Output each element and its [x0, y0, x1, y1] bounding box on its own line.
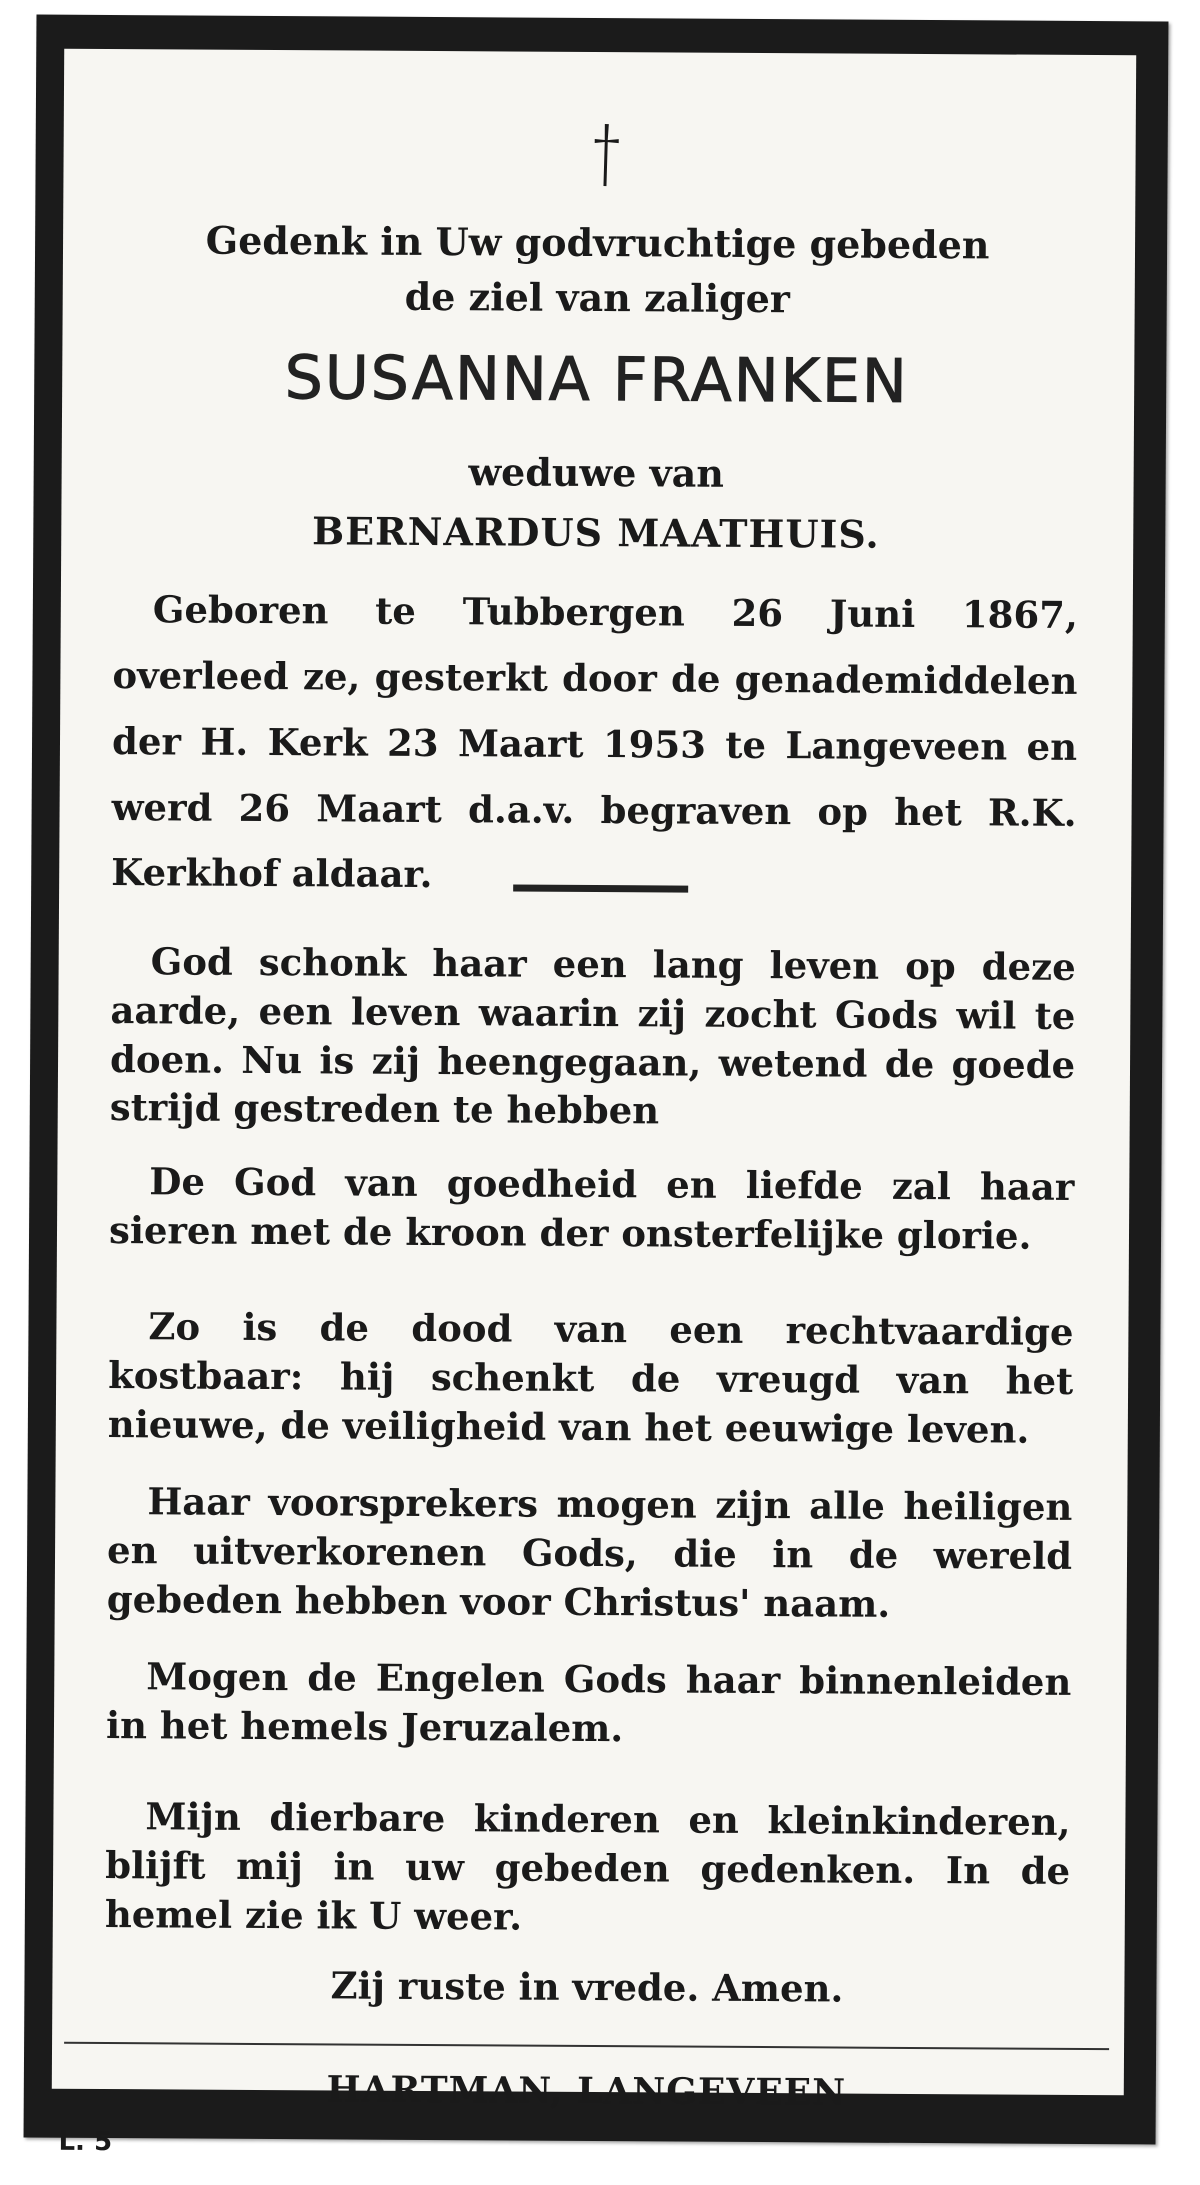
cross-icon — [591, 120, 621, 190]
deceased-name: SUSANNA FRANKEN — [284, 343, 909, 417]
widow-of-label: weduwe van — [468, 449, 725, 496]
prayer-paragraph-3: Zo is de dood van een rechtvaardige kostbaar: hij schenkt de vreugd van het nieuwe, de veiligheid van het eeuwige leven. — [107, 1304, 1074, 1452]
prayer-paragraph-5: Mogen de Engelen Gods haar binnenleiden in het hemels Jeruzalem. — [105, 1654, 1072, 1751]
printer-name: HARTMAN, LANGEVEEN — [326, 2068, 847, 2114]
closing-line: Zij ruste in vrede. Amen. — [330, 1963, 844, 2011]
footer-rule — [64, 2042, 1109, 2050]
card-content — [58, 57, 1091, 2158]
intro-line-2: de ziel van zaliger — [404, 273, 791, 322]
prayer-paragraph-4: Haar voorsprekers mogen zijn alle heiligen en uitverkorenen Gods, die in de wereld gebeden hebben voor Christus' naam. — [106, 1479, 1073, 1626]
intro-line-1: Gedenk in Uw godvruchtige gebeden — [205, 217, 990, 268]
husband-name: BERNARDUS MAATHUIS. — [311, 508, 880, 557]
biography-paragraph: Geboren te Tubbergen 26 Juni 1867, overleed ze, gesterkt door de genademiddelen der H. Kerk 23 Maart 1953 te Langeveen en werd 26 Maart d.a.v. begraven op het R.K. Kerkhof aldaar. — [111, 587, 1078, 897]
section-divider — [513, 885, 688, 893]
print-code: L. 5 — [58, 2126, 113, 2158]
prayer-paragraph-6: Mijn dierbare kinderen en kleinkinderen, blijft mij in uw gebeden gedenken. In de hemel zie ik U weer. — [104, 1794, 1071, 1939]
prayer-paragraph-2: De God van goedheid en liefde zal haar sieren met de kroon der onsterfelijke glorie. — [108, 1159, 1075, 1258]
prayer-paragraph-1: God schonk haar een lang leven op deze aarde, een leven waarin zij zocht Gods wil te doen. Nu is zij heengegaan, wetend de goede strijd gestreden te hebben — [109, 939, 1076, 1133]
